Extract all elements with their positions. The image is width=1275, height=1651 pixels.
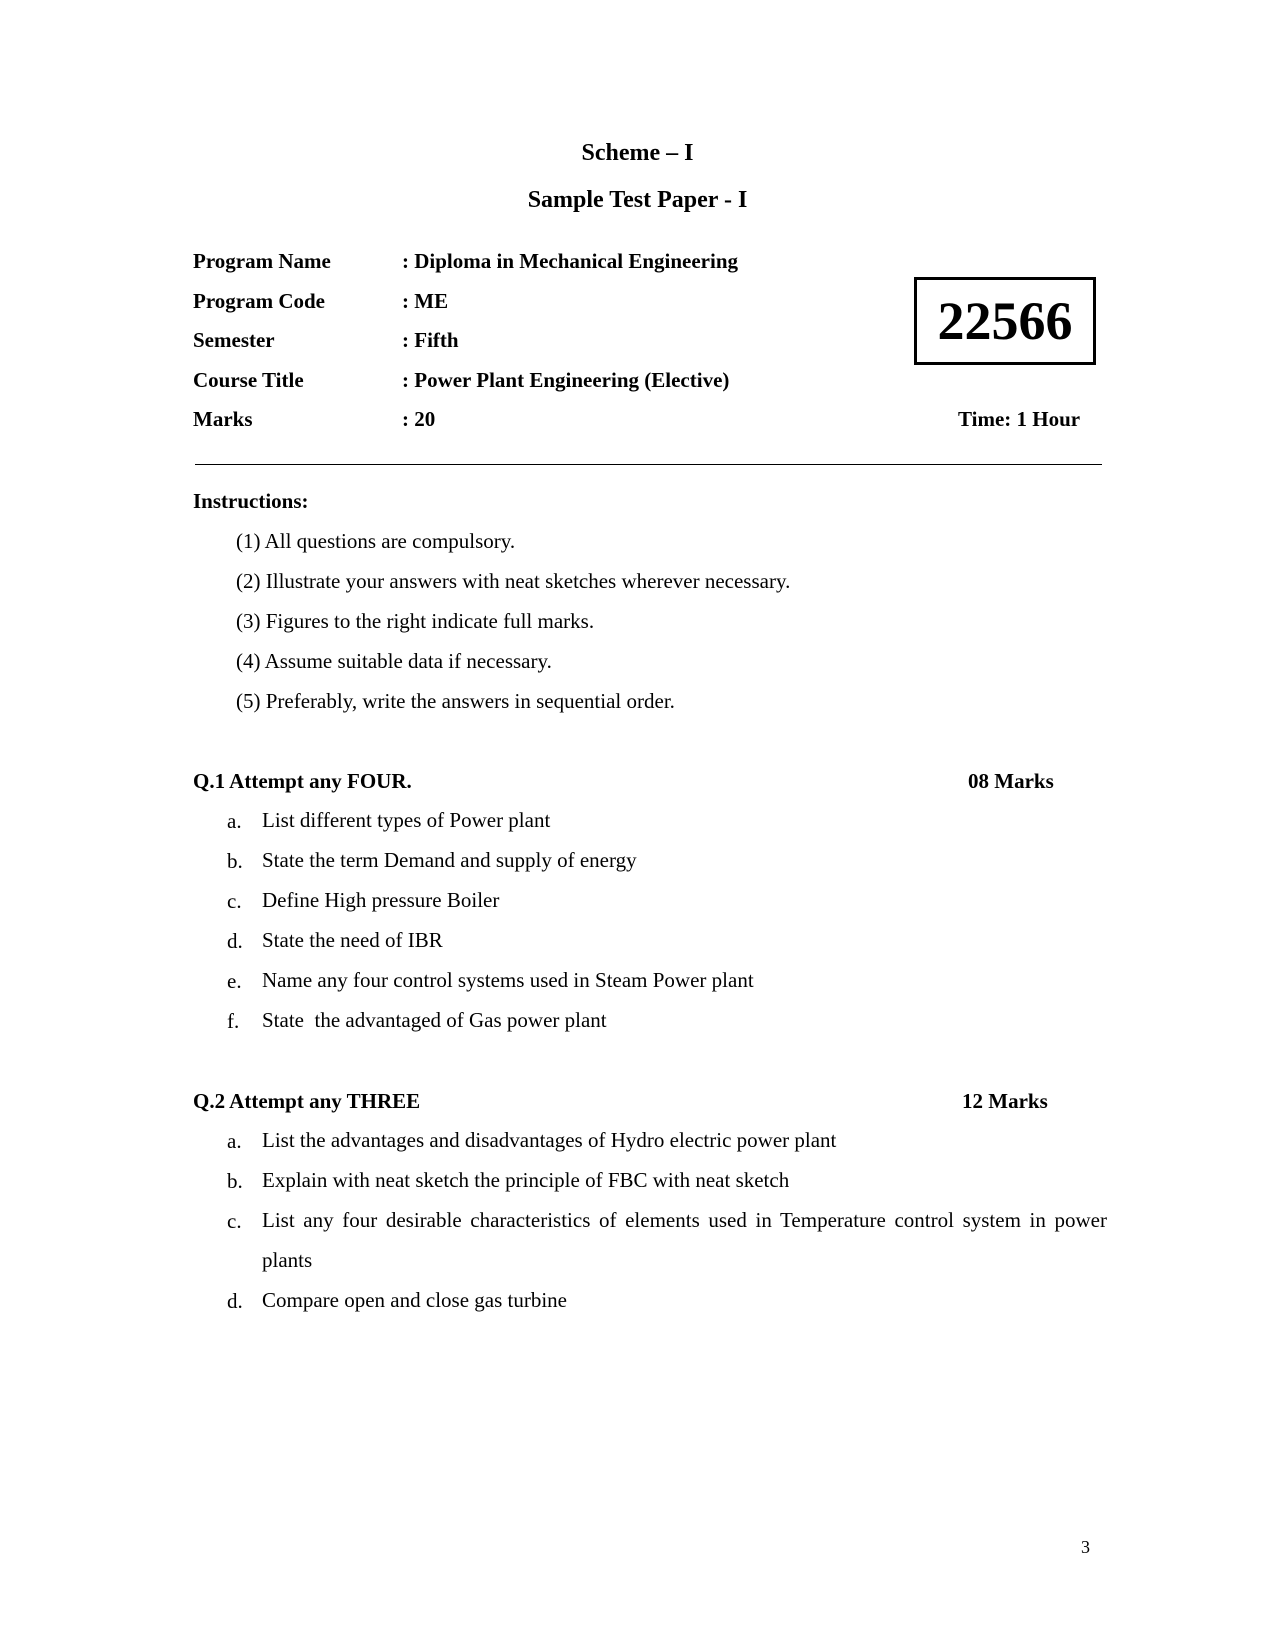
instruction-item: (2) Illustrate your answers with neat sketches wherever necessary. bbox=[236, 569, 791, 593]
item-letter: b. bbox=[227, 1169, 243, 1193]
item-text: Name any four control systems used in Steam Power plant bbox=[262, 968, 754, 992]
item-text: List different types of Power plant bbox=[262, 808, 551, 832]
instruction-item: (3) Figures to the right indicate full marks. bbox=[236, 609, 595, 633]
instructions-heading: Instructions: bbox=[193, 489, 309, 513]
item-text: List any four desirable characteristics of elements used in Temperature control system in power plants bbox=[262, 1208, 1107, 1272]
item-letter: c. bbox=[227, 889, 242, 913]
program-name-label: Program Name bbox=[193, 249, 331, 273]
course-title-label: Course Title bbox=[193, 368, 304, 392]
item-letter: f. bbox=[227, 1009, 240, 1033]
program-code-value: : ME bbox=[402, 289, 449, 313]
instruction-item: (5) Preferably, write the answers in sequential order. bbox=[236, 689, 675, 713]
header-divider bbox=[195, 464, 1102, 465]
item-letter: c. bbox=[227, 1209, 242, 1233]
item-letter: a. bbox=[227, 1129, 242, 1153]
course-title-value: : Power Plant Engineering (Elective) bbox=[402, 368, 730, 392]
q2-marks: 12 Marks bbox=[962, 1089, 1048, 1113]
marks-value: : 20 bbox=[402, 407, 436, 431]
semester-value: : Fifth bbox=[402, 328, 459, 352]
scheme-title: Scheme – I bbox=[581, 140, 694, 166]
item-letter: a. bbox=[227, 809, 242, 833]
item-letter: e. bbox=[227, 969, 242, 993]
item-text: State the term Demand and supply of energy bbox=[262, 848, 637, 872]
item-text: List the advantages and disadvantages of Hydro electric power plant bbox=[262, 1128, 837, 1152]
instruction-item: (1) All questions are compulsory. bbox=[236, 529, 516, 553]
program-code-label: Program Code bbox=[193, 289, 325, 313]
semester-label: Semester bbox=[193, 328, 275, 352]
q2-heading: Q.2 Attempt any THREE bbox=[193, 1089, 421, 1113]
item-text: Define High pressure Boiler bbox=[262, 888, 500, 912]
page-number: 3 bbox=[1081, 1537, 1090, 1557]
item-letter: d. bbox=[227, 929, 243, 953]
q1-marks: 08 Marks bbox=[968, 769, 1054, 793]
item-letter: b. bbox=[227, 849, 243, 873]
item-text: State the need of IBR bbox=[262, 928, 443, 952]
time-label: Time: 1 Hour bbox=[958, 407, 1081, 431]
marks-label: Marks bbox=[193, 407, 253, 431]
item-text: Compare open and close gas turbine bbox=[262, 1288, 567, 1312]
program-name-value: : Diploma in Mechanical Engineering bbox=[402, 249, 738, 273]
item-letter: d. bbox=[227, 1289, 243, 1313]
item-text: Explain with neat sketch the principle of FBC with neat sketch bbox=[262, 1168, 790, 1192]
item-text: State the advantaged of Gas power plant bbox=[262, 1008, 607, 1032]
instruction-item: (4) Assume suitable data if necessary. bbox=[236, 649, 552, 673]
q1-heading: Q.1 Attempt any FOUR. bbox=[193, 769, 412, 793]
paper-title: Sample Test Paper - I bbox=[527, 187, 748, 213]
course-code-box: 22566 bbox=[914, 277, 1096, 365]
